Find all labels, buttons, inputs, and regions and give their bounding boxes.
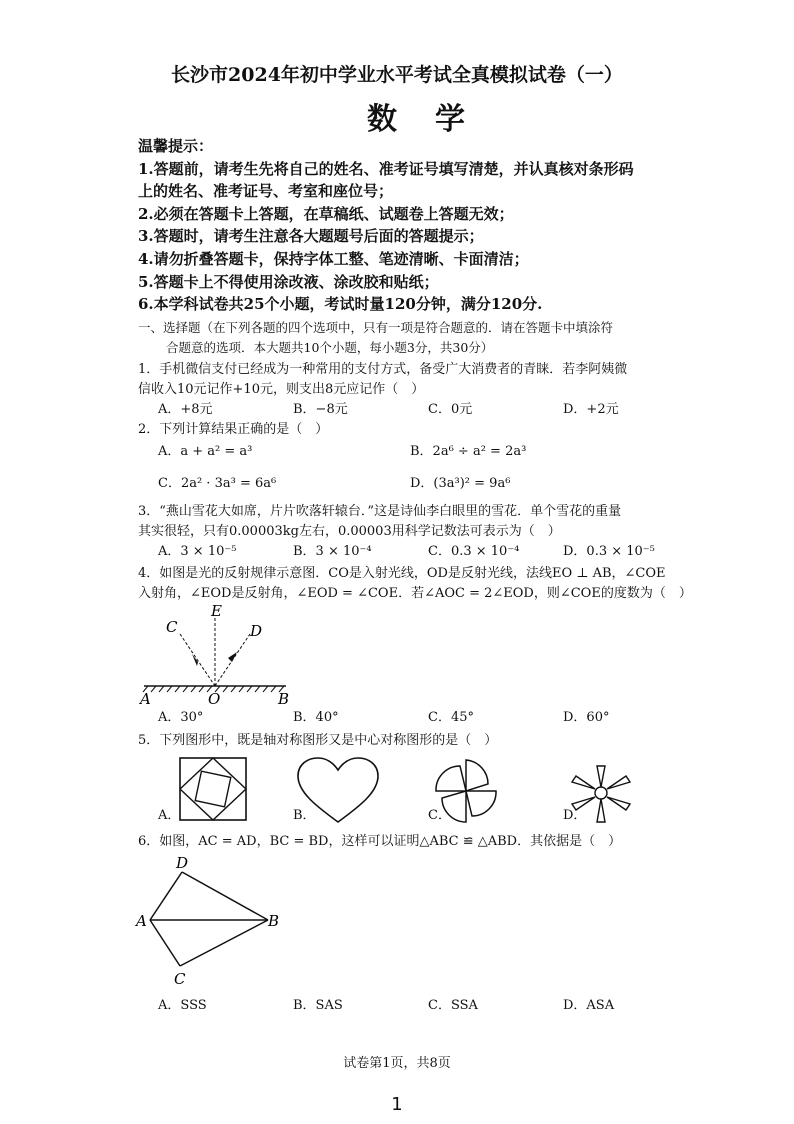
option-a[interactable]: A．SSS	[158, 998, 207, 1013]
label-o: O	[208, 690, 221, 706]
option-c[interactable]: C．0元	[428, 402, 473, 417]
question-text: 6．如图，AC = AD，BC = BD，这样可以证明△ABC ≌ △ABD．其依据是（ ）	[138, 834, 622, 849]
options-row	[138, 400, 698, 420]
exam-title: 长沙市2024年初中学业水平考试全真模拟试卷（一）	[171, 64, 623, 86]
question-6	[138, 832, 698, 852]
question-text: 4．如图是光的反射规律示意图．CO是入射光线，OD是反射光线，法线EO ⊥ AB，∠COE	[138, 566, 666, 581]
question-1	[138, 360, 698, 420]
option-c[interactable]: C．0.3 × 10⁻⁴	[428, 544, 520, 559]
question-text: 其实很轻，只有0.00003kg左右，0.00003用科学记数法可表示为（ ）	[138, 524, 561, 539]
option-b[interactable]: B．2a⁶ ÷ a² = 2a³	[410, 444, 527, 459]
option-a[interactable]: A．+8元	[158, 402, 213, 417]
option-b[interactable]: B．	[293, 808, 316, 823]
question-5	[138, 731, 698, 751]
question-4-options	[138, 708, 698, 728]
question-5-options	[138, 806, 698, 826]
question-6-options	[138, 996, 698, 1016]
option-b[interactable]: B．40°	[293, 710, 339, 725]
question-4	[138, 564, 698, 604]
section-line: 合题意的选项．本大题共10个小题，每小题3分，共30分）	[166, 340, 494, 355]
option-b[interactable]: B．3 × 10⁻⁴	[293, 544, 372, 559]
options-row	[138, 442, 698, 462]
label-c: C	[174, 970, 186, 988]
reflected-arrow	[228, 652, 237, 662]
question-text: 入射角，∠EOD是反射角，∠EOD = ∠COE．若∠AOC = 2∠EOD，则∠COE的度数为（ ）	[138, 586, 692, 601]
question-3	[138, 502, 698, 562]
option-c[interactable]: C．2a² · 3a³ = 6a⁶	[158, 476, 277, 491]
option-d[interactable]: D．0.3 × 10⁻⁵	[563, 544, 655, 559]
tip-line: 上的姓名、准考证号、考室和座位号；	[138, 182, 394, 201]
tip-line: 1.答题前，请考生先将自己的姓名、准考证号填写清楚，并认真核对条形码	[138, 159, 634, 178]
tip-line: 4.请勿折叠答题卡，保持字体工整、笔迹清晰、卡面清洁；	[138, 249, 529, 268]
reflection-diagram	[136, 604, 306, 706]
tip-line: 3.答题时，请考生注意各大题题号后面的答题提示；	[138, 227, 484, 246]
label-b: B	[278, 690, 290, 706]
question-text: 1．手机微信支付已经成为一种常用的支付方式，备受广大消费者的青睐．若李阿姨微	[138, 362, 628, 377]
tip-line: 6.本学科试卷共25个小题，考试时量120分钟，满分120分.	[138, 295, 543, 314]
label-d: D	[250, 622, 263, 640]
options-row	[138, 996, 698, 1016]
section-heading	[138, 318, 698, 358]
option-c[interactable]: C．45°	[428, 710, 474, 725]
tip-line: 2.必须在答题卡上答题，在草稿纸、试题卷上答题无效；	[138, 204, 514, 223]
option-a[interactable]: A．3 × 10⁻⁵	[158, 544, 237, 559]
option-a[interactable]: A．	[158, 808, 181, 823]
option-d[interactable]: D．60°	[563, 710, 610, 725]
options-row	[138, 474, 698, 494]
label-a: A	[140, 690, 151, 706]
option-c[interactable]: C．	[428, 808, 451, 823]
tip-line: 5.答题卡上不得使用涂改液、涂改胶和贴纸；	[138, 272, 439, 291]
option-b[interactable]: B．−8元	[293, 402, 348, 417]
label-d: D	[176, 854, 189, 872]
option-d[interactable]: D．+2元	[563, 402, 619, 417]
tips-heading: 温馨提示：	[138, 137, 214, 155]
question-text: 5．下列图形中，既是轴对称图形又是中心对称图形的是（ ）	[138, 733, 498, 748]
label-c: C	[166, 618, 178, 636]
options-row	[138, 542, 698, 562]
option-d[interactable]: D．ASA	[563, 998, 615, 1013]
question-text: 2．下列计算结果正确的是（ ）	[138, 422, 329, 437]
page-footer: 试卷第1页，共8页	[343, 1056, 451, 1071]
question-2	[138, 420, 698, 494]
subject-title: 数学	[367, 102, 503, 137]
option-d[interactable]: D．(3a³)² = 9a⁶	[410, 476, 511, 491]
option-a[interactable]: A．a + a² = a³	[158, 444, 253, 459]
triangle-diagram	[134, 854, 294, 988]
options-row	[138, 806, 698, 826]
label-a: A	[136, 912, 147, 930]
question-text: 3．“燕山雪花大如席，片片吹落轩辕台．”这是诗仙李白眼里的雪花．单个雪花的重量	[138, 504, 622, 519]
section-line: 一、选择题（在下列各题的四个选项中，只有一项是符合题意的．请在答题卡中填涂符	[138, 320, 614, 335]
incident-ray	[180, 634, 215, 686]
option-a[interactable]: A．30°	[158, 710, 204, 725]
options-row	[138, 708, 698, 728]
option-d[interactable]: D．	[563, 808, 587, 823]
label-b: B	[268, 912, 280, 930]
label-e: E	[211, 604, 222, 620]
option-c[interactable]: C．SSA	[428, 998, 478, 1013]
page-number: 1	[391, 1094, 403, 1115]
tips-block	[138, 135, 698, 316]
question-text: 信收入10元记作+10元，则支出8元应记作（ ）	[138, 382, 425, 397]
option-b[interactable]: B．SAS	[293, 998, 343, 1013]
